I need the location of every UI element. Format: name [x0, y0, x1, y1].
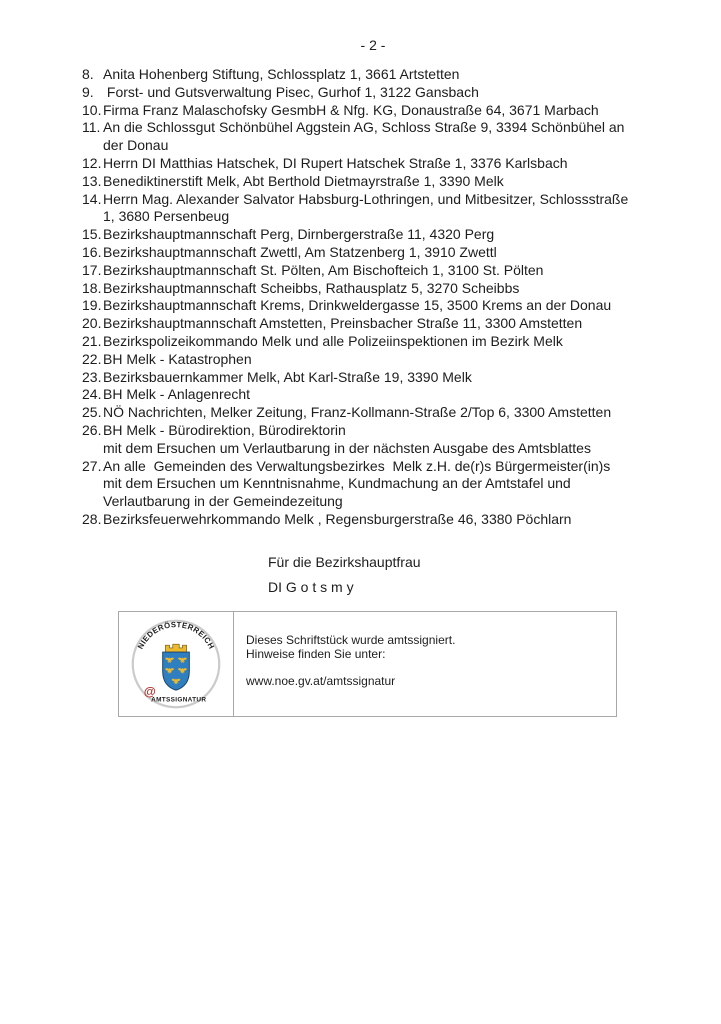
list-item-line: Bezirksfeuerwehrkommando Melk , Regensburgerstraße 46, 3380 Pöchlarn: [103, 510, 572, 527]
list-item-number: 11.: [82, 119, 101, 136]
list-item: [82, 297, 672, 315]
list-item-text: [103, 102, 672, 120]
list-item: [82, 511, 672, 529]
list-item-text: [103, 511, 672, 529]
list-item-line: Bezirkshauptmannschaft Zwettl, Am Statzenberg 1, 3910 Zwettl: [103, 243, 497, 260]
list-item-number: 10.: [82, 101, 102, 118]
list-item-line: An alle Gemeinden des Verwaltungsbezirkes Melk z.H. de(r)s Bürgermeister(in)s: [103, 457, 611, 474]
list-item-line: Bezirkshauptmannschaft St. Pölten, Am Bischofteich 1, 3100 St. Pölten: [103, 261, 544, 278]
list-item-line: Bezirksbauernkammer Melk, Abt Karl-Straße 19, 3390 Melk: [103, 368, 472, 385]
list-item-line: BH Melk - Bürodirektion, Bürodirektorin: [103, 421, 346, 438]
list-item-number: 12.: [82, 154, 102, 171]
list-item-line: Forst- und Gutsverwaltung Pisec, Gurhof 1, 3122 Gansbach: [103, 83, 479, 100]
recipient-list: [82, 66, 672, 529]
list-item-line: mit dem Ersuchen um Verlautbarung in der nächsten Ausgabe des Amtsblattes: [103, 439, 591, 456]
amtssignatur-note-line1: Dieses Schriftstück wurde amtssigniert.: [246, 633, 456, 647]
noe-coat-of-arms-icon: [163, 644, 190, 690]
list-item: [82, 386, 672, 404]
list-item: [82, 173, 672, 191]
list-item: [82, 191, 672, 227]
list-item: [82, 315, 672, 333]
list-item: [82, 102, 672, 120]
list-item-number: 21.: [82, 332, 102, 349]
list-item-text: [103, 422, 672, 458]
list-item-number: 13.: [82, 172, 102, 189]
list-item-number: 14.: [82, 190, 102, 207]
list-item-text: [103, 244, 672, 262]
list-item-line: Herrn Mag. Alexander Salvator Habsburg-Lothringen, und Mitbesitzer, Schlossstraße: [103, 190, 629, 207]
list-item: [82, 155, 672, 173]
list-item-line: Bezirkshauptmannschaft Amstetten, Preinsbacher Straße 11, 3300 Amstetten: [103, 315, 583, 332]
list-item-number: 16.: [82, 243, 102, 260]
list-item-text: [103, 155, 672, 173]
list-item-number: 18.: [82, 279, 102, 296]
list-item: [82, 84, 672, 102]
list-item-number: 25.: [82, 404, 102, 421]
list-item-text: [103, 84, 672, 102]
list-item-text: [103, 173, 672, 191]
list-item-number: 22.: [82, 350, 102, 367]
list-item-line: Firma Franz Malaschofsky GesmbH & Nfg. KG, Donaustraße 64, 3671 Marbach: [103, 101, 599, 118]
list-item: [82, 369, 672, 387]
amtssignatur-seal-cell: [119, 612, 234, 716]
amtssignatur-seal-icon: [130, 618, 222, 710]
list-item: [82, 226, 672, 244]
list-item-number: 9.: [82, 83, 94, 100]
list-item: [82, 458, 672, 511]
crown: [165, 644, 186, 652]
signature-name: DI G o t s m y: [268, 579, 354, 595]
signature-role: Für die Bezirkshauptfrau: [268, 554, 421, 570]
signature-block: [268, 553, 421, 596]
list-item: [82, 351, 672, 369]
list-item: [82, 280, 672, 298]
list-item-number: 28.: [82, 510, 102, 527]
list-item-text: [103, 404, 672, 422]
list-item-number: 15.: [82, 226, 102, 243]
amtssignatur-note-line2: Hinweise finden Sie unter:: [246, 647, 386, 661]
note-gap: [246, 661, 606, 674]
list-item-number: 27.: [82, 457, 102, 474]
list-item-number: 23.: [82, 368, 102, 385]
list-item-line: Herrn DI Matthias Hatschek, DI Rupert Hatschek Straße 1, 3376 Karlsbach: [103, 154, 568, 171]
list-item-line: NÖ Nachrichten, Melker Zeitung, Franz-Kollmann-Straße 2/Top 6, 3300 Amstetten: [103, 404, 612, 421]
list-item-number: 24.: [82, 386, 102, 403]
list-item-text: [103, 262, 672, 280]
list-item-text: [103, 226, 672, 244]
list-item-text: [103, 191, 672, 227]
seal-bottom-text: AMTSSIGNATUR: [151, 696, 207, 704]
list-item-line: Bezirkshauptmannschaft Perg, Dirnbergerstraße 11, 4320 Perg: [103, 226, 495, 243]
list-item-text: [103, 280, 672, 298]
list-item-line: mit dem Ersuchen um Kenntnisnahme, Kundmachung an der Amtstafel und: [103, 475, 571, 492]
list-item-text: [103, 333, 672, 351]
list-item-text: [103, 386, 672, 404]
list-item: [82, 333, 672, 351]
amtssignatur-url: www.noe.gv.at/amtssignatur: [246, 674, 396, 688]
list-item-text: [103, 351, 672, 369]
list-item: [82, 262, 672, 280]
list-item-text: [103, 297, 672, 315]
list-item-line: BH Melk - Anlagenrecht: [103, 386, 251, 403]
list-item-text: [103, 369, 672, 387]
list-item-line: Verlautbarung in der Gemeindezeitung: [103, 493, 343, 510]
list-item-line: BH Melk - Katastrophen: [103, 350, 252, 367]
list-item-line: Benediktinerstift Melk, Abt Berthold Dietmayrstraße 1, 3390 Melk: [103, 172, 504, 189]
list-item-number: 17.: [82, 261, 102, 278]
list-item-number: 26.: [82, 421, 102, 438]
list-item-line: Bezirkshauptmannschaft Krems, Drinkweldergasse 15, 3500 Krems an der Donau: [103, 297, 612, 314]
amtssignatur-box: [118, 611, 617, 717]
page-number: - 2 -: [360, 37, 386, 53]
amtssignatur-note: [234, 612, 616, 716]
list-item: [82, 119, 672, 155]
list-item-line: der Donau: [103, 137, 169, 154]
seal-top-text: NIEDERÖSTERREICH: [135, 620, 217, 651]
list-item-line: Bezirkshauptmannschaft Scheibbs, Rathausplatz 5, 3270 Scheibbs: [103, 279, 520, 296]
list-item: [82, 244, 672, 262]
list-item-line: Anita Hohenberg Stiftung, Schlossplatz 1, 3661 Artstetten: [103, 66, 460, 82]
list-item-number: 19.: [82, 297, 102, 314]
list-item-text: [103, 66, 672, 84]
list-item-text: [103, 458, 672, 511]
list-item-text: [103, 119, 672, 155]
list-item-line: Bezirkspolizeikommando Melk und alle Polizeiinspektionen im Bezirk Melk: [103, 332, 563, 349]
list-item-number: 20.: [82, 315, 102, 332]
list-item: [82, 404, 672, 422]
list-item: [82, 422, 672, 458]
list-item: [82, 66, 672, 84]
list-item-text: [103, 315, 672, 333]
at-symbol-icon: @: [143, 684, 156, 699]
list-item-line: An die Schlossgut Schönbühel Aggstein AG, Schloss Straße 9, 3394 Schönbühel an: [103, 119, 625, 136]
list-item-line: 1, 3680 Persenbeug: [103, 208, 230, 225]
list-item-number: 8.: [82, 66, 94, 82]
